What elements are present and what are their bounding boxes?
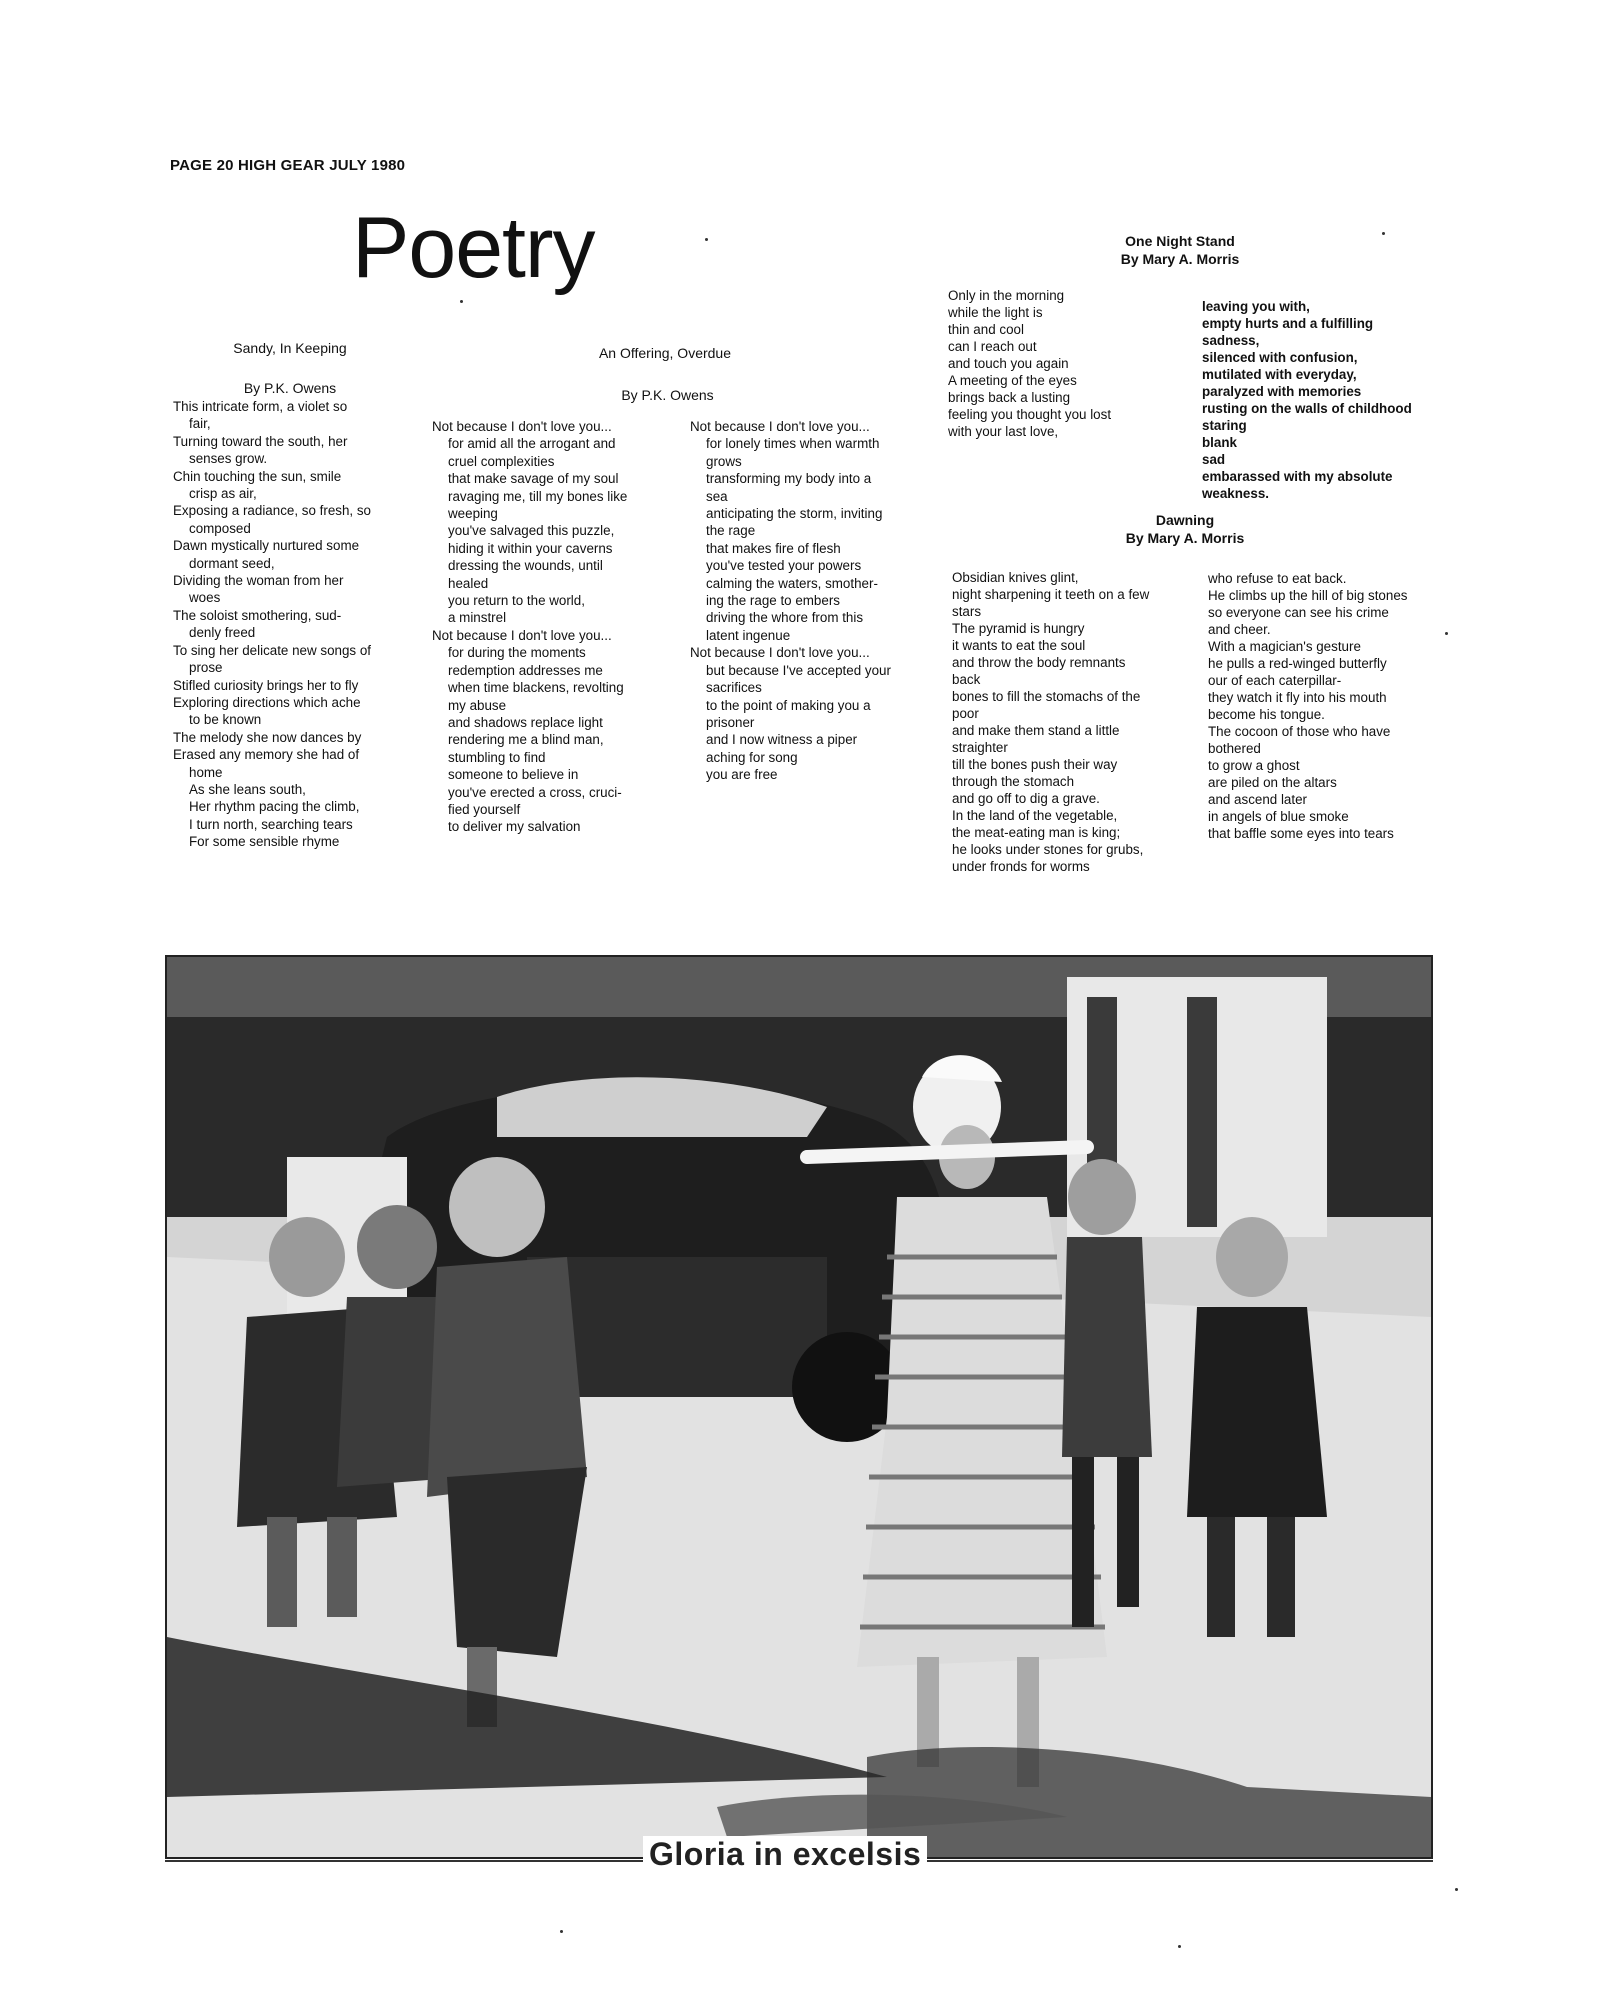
poem-title-sandy: Sandy, In Keeping — [233, 340, 347, 356]
poem-line: it wants to eat the soul — [952, 638, 1086, 653]
poem-line: This intricate form, a violet so — [173, 399, 348, 414]
poem-line: The melody she now dances by — [173, 729, 362, 745]
poem-line: and touch you again — [948, 356, 1069, 371]
poem-line: they watch it fly into his mouth — [1208, 690, 1387, 705]
poem-line: and ascend later — [1208, 792, 1308, 807]
poem-line: my abuse — [448, 697, 507, 713]
poem-line: Turning toward the south, her — [173, 433, 348, 449]
photograph — [165, 955, 1433, 1859]
poem-line: become his tongue. — [1208, 707, 1325, 722]
poem-line: fair, — [189, 416, 211, 432]
poem-line: weeping — [448, 506, 498, 522]
poem-line: bones to fill the stomachs of the — [952, 689, 1141, 704]
poem-line: poor — [952, 706, 979, 721]
poem-title-dawning: Dawning — [1155, 512, 1215, 528]
poem-line: With a magician's gesture — [1208, 639, 1361, 654]
print-speck — [460, 300, 463, 303]
page-header: PAGE 20 HIGH GEAR JULY 1980 — [170, 157, 406, 174]
poem-line: so everyone can see his crime — [1208, 605, 1389, 620]
poem-line: someone to believe in — [448, 767, 579, 783]
poem-line: healed — [448, 575, 489, 591]
poem-line: crisp as air, — [189, 486, 257, 502]
print-speck — [1178, 1945, 1181, 1948]
poem-line: paralyzed with memories — [1202, 384, 1362, 399]
poem-line: leaving you with, — [1202, 299, 1310, 314]
poem-line: Obsidian knives glint, — [952, 570, 1079, 585]
poem-line: driving the whore from this — [706, 610, 864, 626]
poem-line: and go off to dig a grave. — [952, 791, 1100, 806]
poem-line: stumbling to find — [448, 749, 546, 765]
poem-line: rusting on the walls of childhood — [1202, 401, 1412, 416]
poem-line: rendering me a blind man, — [448, 732, 604, 748]
poem-line: and I now witness a piper — [706, 732, 858, 748]
poem-line: Dividing the woman from her — [173, 573, 344, 589]
poem-line: senses grow. — [189, 451, 268, 467]
poem-line: mutilated with everyday, — [1202, 367, 1357, 382]
poem-line: under fronds for worms — [952, 859, 1090, 874]
poem-line: to the point of making you a — [706, 697, 871, 713]
poem-line: Stifled curiosity brings her to fly — [173, 677, 359, 693]
print-speck — [1382, 232, 1385, 235]
poem-line: night sharpening it teeth on a few — [952, 587, 1150, 602]
photo-caption: Gloria in excelsis — [643, 1836, 927, 1873]
poem-body-offering-col1 — [432, 418, 677, 836]
poem-line: a minstrel — [448, 610, 507, 626]
poem-line: you are free — [706, 767, 778, 783]
poem-line: that baffle some eyes into tears — [1208, 826, 1394, 841]
poem-line: you've salvaged this puzzle, — [448, 523, 615, 539]
poem-line: dormant seed, — [189, 555, 275, 571]
photo-illustration — [167, 957, 1431, 1857]
poem-line: grows — [706, 453, 742, 469]
poem-line: hiding it within your caverns — [448, 540, 613, 556]
poem-line: ravaging me, till my bones like — [448, 488, 628, 504]
poem-line: A meeting of the eyes — [948, 373, 1077, 388]
poem-line: Her rhythm pacing the climb, — [189, 799, 360, 815]
poem-line: Not because I don't love you... — [432, 419, 612, 434]
poem-line: Chin touching the sun, smile — [173, 468, 342, 484]
poem-line: can I reach out — [948, 339, 1037, 354]
poem-body-dawning-col1 — [952, 569, 1192, 875]
poem-line: Only in the morning — [948, 288, 1065, 303]
poem-line: back — [952, 672, 981, 687]
poem-line: in angels of blue smoke — [1208, 809, 1349, 824]
poem-line: and shadows replace light — [448, 714, 603, 730]
poem-line: As she leans south, — [189, 781, 306, 797]
poem-title-offering: An Offering, Overdue — [598, 345, 732, 361]
poem-line: Not because I don't love you... — [690, 645, 870, 661]
poem-line: Erased any memory she had of — [173, 747, 360, 763]
poem-line: stars — [952, 604, 982, 619]
poem-line: and cheer. — [1208, 622, 1271, 637]
poem-line: home — [189, 764, 223, 780]
poem-line: weakness. — [1202, 486, 1269, 501]
poem-title-one-night-stand: One Night Stand — [1125, 233, 1235, 249]
poem-author-sandy: By P.K. Owens — [243, 380, 337, 396]
poem-line: Not because I don't love you... — [690, 419, 870, 434]
poem-line: sad — [1202, 452, 1226, 467]
poem-line: anticipating the storm, inviting — [706, 506, 883, 522]
poem-line: calming the waters, smother- — [706, 575, 878, 591]
poem-line: and throw the body remnants — [952, 655, 1126, 670]
poem-author-one-night-stand: By Mary A. Morris — [1120, 251, 1240, 267]
poem-line: fied yourself — [448, 801, 521, 817]
print-speck — [1445, 632, 1448, 635]
poem-line: empty hurts and a fulfilling — [1202, 316, 1374, 331]
poem-line: who refuse to eat back. — [1208, 571, 1347, 586]
poem-line: he pulls a red-winged butterfly — [1208, 656, 1387, 671]
poem-line: to grow a ghost — [1208, 758, 1300, 773]
poem-line: feeling you thought you lost — [948, 407, 1112, 422]
poem-body-one-night-stand-col1 — [948, 287, 1168, 440]
poem-line: In the land of the vegetable, — [952, 808, 1118, 823]
poem-line: bothered — [1208, 741, 1261, 756]
poem-line: prisoner — [706, 714, 755, 730]
poem-line: the rage — [706, 523, 756, 539]
poem-line: for amid all the arrogant and — [448, 436, 616, 452]
poem-line: He climbs up the hill of big stones — [1208, 588, 1408, 603]
poem-line: are piled on the altars — [1208, 775, 1337, 790]
poem-line: till the bones push their way — [952, 757, 1118, 772]
poem-line: our of each caterpillar- — [1208, 673, 1342, 688]
poem-author-dawning: By Mary A. Morris — [1125, 530, 1245, 546]
poem-line: denly freed — [189, 625, 256, 641]
poem-line: ing the rage to embers — [706, 593, 840, 609]
print-speck — [560, 1930, 563, 1933]
poem-line: composed — [189, 520, 251, 536]
poem-line: he looks under stones for grubs, — [952, 842, 1144, 857]
poem-body-offering-col2 — [690, 418, 935, 784]
poem-line: brings back a lusting — [948, 390, 1071, 405]
poem-line: Not because I don't love you... — [432, 627, 612, 643]
poem-line: The pyramid is hungry — [952, 621, 1085, 636]
poem-line: with your last love, — [948, 424, 1059, 439]
poem-author-offering: By P.K. Owens — [621, 387, 714, 403]
poem-line: I turn north, searching tears — [189, 816, 353, 832]
poem-line: through the stomach — [952, 774, 1075, 789]
poem-line: and make them stand a little — [952, 723, 1120, 738]
poem-body-one-night-stand-col2 — [1202, 298, 1452, 502]
poem-line: embarassed with my absolute — [1202, 469, 1393, 484]
poem-line: that make savage of my soul — [448, 471, 619, 487]
poem-line: but because I've accepted your — [706, 662, 891, 678]
poem-line: transforming my body into a — [706, 471, 872, 487]
poem-line: silenced with confusion, — [1202, 350, 1358, 365]
poem-line: To sing her delicate new songs of — [173, 642, 372, 658]
poem-line: sea — [706, 488, 728, 504]
poem-line: thin and cool — [948, 322, 1024, 337]
poem-line: to be known — [189, 712, 262, 728]
poem-line: you've erected a cross, cruci- — [448, 784, 622, 800]
poem-line: woes — [189, 590, 221, 606]
poem-line: the meat-eating man is king; — [952, 825, 1121, 840]
poem-line: dressing the wounds, until — [448, 558, 603, 574]
print-speck — [1455, 1888, 1458, 1891]
poem-line: The soloist smothering, sud- — [173, 607, 342, 623]
poem-line: cruel complexities — [448, 453, 555, 469]
poem-line: you've tested your powers — [706, 558, 862, 574]
poem-line: aching for song — [706, 749, 798, 765]
print-speck — [705, 238, 708, 241]
poem-line: Dawn mystically nurtured some — [173, 538, 360, 554]
poem-body-dawning-col2 — [1208, 570, 1458, 842]
poem-line: to deliver my salvation — [448, 819, 581, 835]
poem-line: blank — [1202, 435, 1237, 450]
poem-line: for lonely times when warmth — [706, 436, 880, 452]
poem-line: staring — [1202, 418, 1247, 433]
poem-line: straighter — [952, 740, 1008, 755]
poem-line: sacrifices — [706, 680, 762, 696]
section-title: Poetry — [352, 200, 595, 296]
poem-line: The cocoon of those who have — [1208, 724, 1391, 739]
poem-line: latent ingenue — [706, 627, 791, 643]
poem-line: Exploring directions which ache — [173, 694, 361, 710]
poem-line: that makes fire of flesh — [706, 540, 841, 556]
poem-body-sandy — [173, 398, 413, 851]
poem-line: redemption addresses me — [448, 662, 603, 678]
poem-line: Exposing a radiance, so fresh, so — [173, 503, 371, 519]
poem-line: when time blackens, revolting — [448, 680, 624, 696]
poem-line: For some sensible rhyme — [189, 834, 340, 850]
poem-line: you return to the world, — [448, 593, 585, 609]
poem-line: prose — [189, 660, 223, 676]
poem-line: sadness, — [1202, 333, 1260, 348]
poem-line: while the light is — [948, 305, 1043, 320]
poem-line: for during the moments — [448, 645, 586, 661]
